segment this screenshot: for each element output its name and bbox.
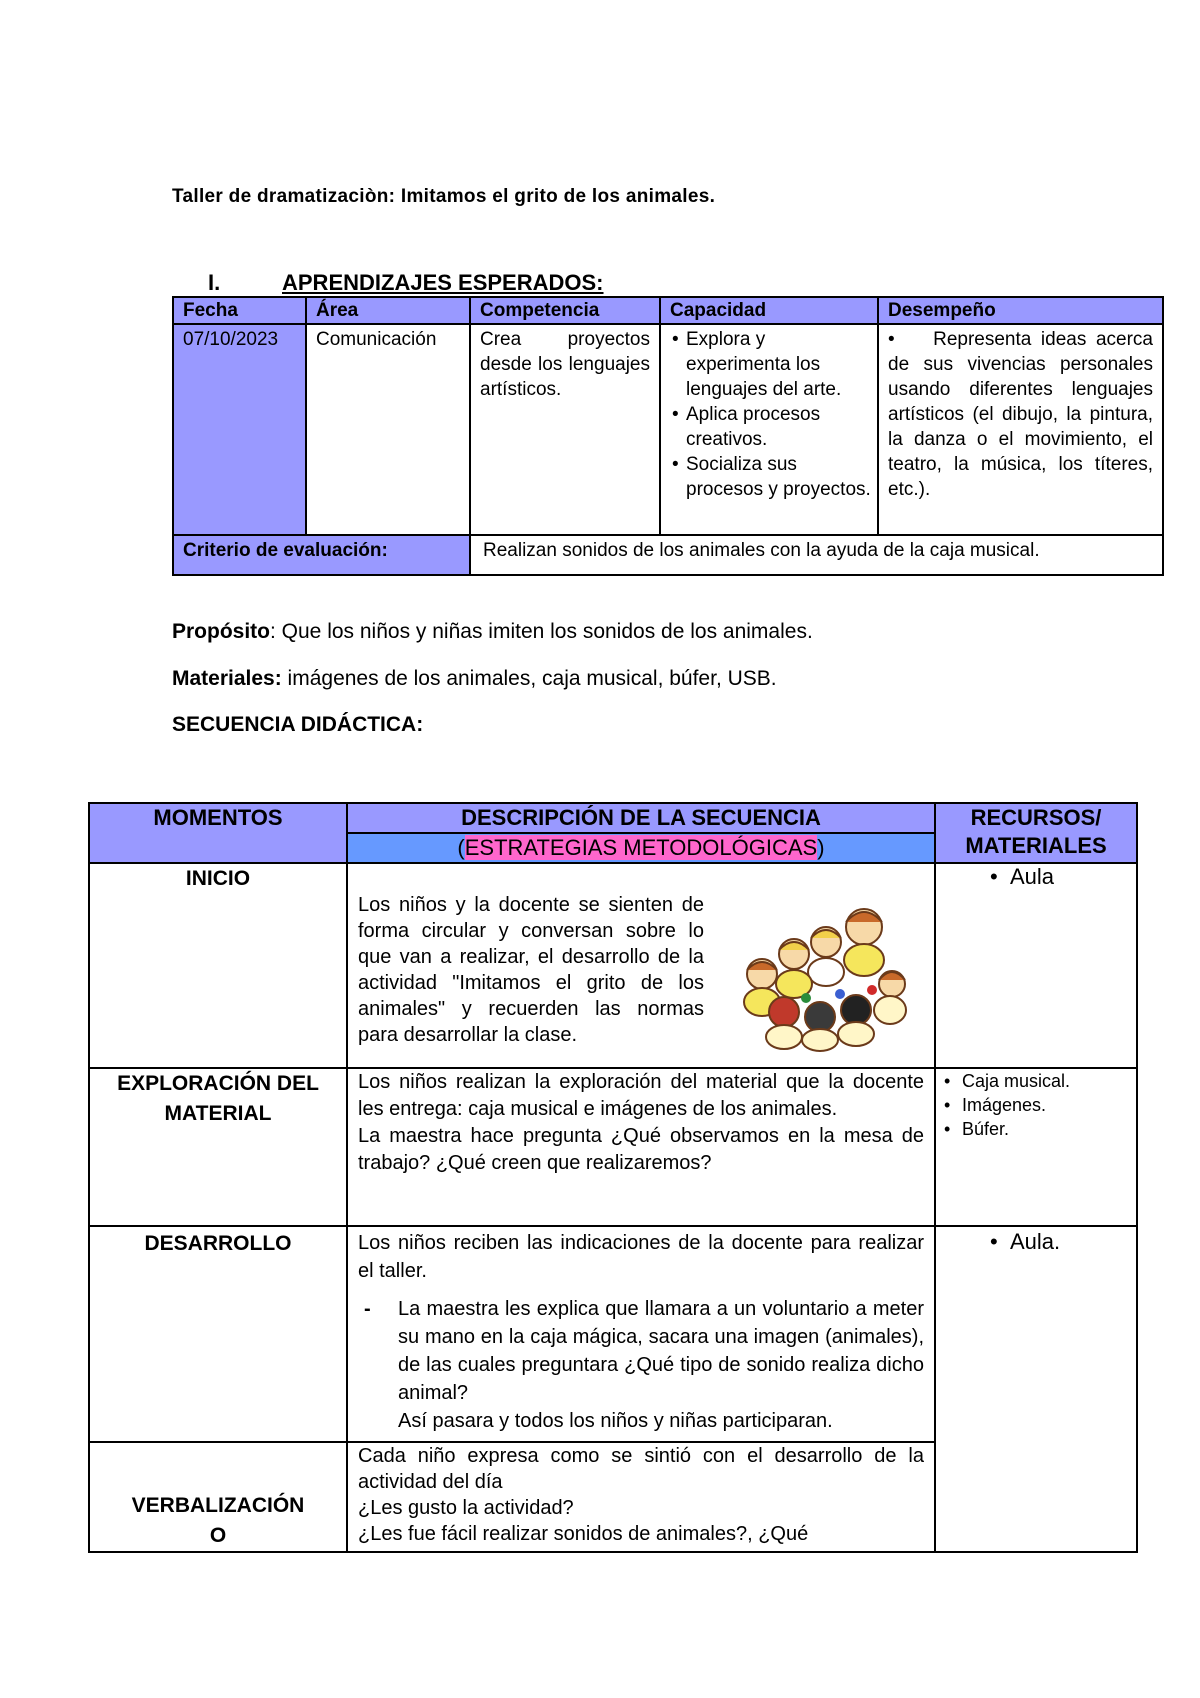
cell-desempeno xyxy=(878,324,1163,535)
verbalizacion-line-1: Cada niño expresa como se sintió con el desarrollo de la actividad del día xyxy=(358,1445,924,1493)
child-body xyxy=(874,996,906,1024)
recursos-desarrollo-list xyxy=(946,1229,1126,1255)
child-head-back xyxy=(841,995,871,1025)
children-circle-illustration xyxy=(732,902,912,1052)
exploracion-text-2: La maestra hace pregunta ¿Qué observamos en la mesa de trabajo? ¿Qué creen que realizaremos? xyxy=(358,1125,924,1174)
recursos-exploracion xyxy=(935,1068,1137,1226)
cell-fecha: 07/10/2023 xyxy=(173,324,306,535)
cell-capacidad xyxy=(660,324,878,535)
header-estrategias xyxy=(347,833,935,863)
momento-desarrollo: DESARROLLO xyxy=(89,1226,347,1442)
header-descripcion: DESCRIPCIÓN DE LA SECUENCIA xyxy=(347,803,935,833)
child-body xyxy=(844,944,884,976)
header-recursos-line1: RECURSOS/ xyxy=(970,805,1102,830)
proposito-paragraph xyxy=(172,620,813,644)
capacidad-item: • Aplica procesos creativos. xyxy=(670,402,873,452)
row-exploracion xyxy=(89,1068,1137,1226)
desarrollo-item-text-2: Así pasara y todos los niños y niñas participaran. xyxy=(398,1410,833,1432)
recurso-item: • Aula xyxy=(946,864,1126,890)
recurso-item: • Imágenes. xyxy=(940,1093,1126,1117)
section-number: I. xyxy=(208,270,221,295)
desempeno-text: Representa ideas acerca de sus vivencias personales usando diferentes lenguajes artísticos (el dibujo, la pintura, la danza o el movimiento, el teatro, la música, los títeres, etc.). xyxy=(888,329,1153,500)
capacidad-item: • Explora y experimenta los lenguajes del arte. xyxy=(670,327,873,402)
proposito-text: : Que los niños y niñas imiten los sonidos de los animales. xyxy=(270,620,813,643)
criterio-label: Criterio de evaluación: xyxy=(173,535,470,575)
section-heading xyxy=(208,270,604,296)
descripcion-desarrollo xyxy=(347,1226,935,1442)
row-inicio xyxy=(89,863,1137,1068)
child-body xyxy=(766,1025,802,1049)
header-recursos xyxy=(935,803,1137,863)
child-body xyxy=(838,1022,874,1046)
estrategias-open: ( xyxy=(457,835,465,860)
aprendizajes-table xyxy=(172,296,1164,576)
secuencia-title: SECUENCIA DIDÁCTICA: xyxy=(172,713,424,736)
descripcion-verbalizacion xyxy=(347,1442,935,1552)
secuencia-table xyxy=(88,802,1138,1553)
materiales-label: Materiales: xyxy=(172,667,282,690)
momento-exploracion-line1: EXPLORACIÓN DEL xyxy=(117,1072,319,1095)
estrategias-close: ) xyxy=(817,835,825,860)
momento-exploracion-line2: MATERIAL xyxy=(164,1102,272,1125)
capacidad-list xyxy=(670,327,873,502)
desempeno-bullet: • xyxy=(888,329,934,350)
header-area: Área xyxy=(306,297,470,324)
recursos-exploracion-list xyxy=(940,1069,1126,1141)
exploracion-text-1: Los niños realizan la exploración del material que la docente les entrega: caja musical e imágenes de los animales. xyxy=(358,1071,924,1120)
aprendizajes-header-row xyxy=(173,297,1163,324)
verbalizacion-line-3: ¿Les fue fácil realizar sonidos de animales?, ¿Qué xyxy=(358,1523,809,1545)
criterio-value: Realizan sonidos de los animales con la ayuda de la caja musical. xyxy=(470,535,1163,575)
verbalizacion-line-2: ¿Les gusto la actividad? xyxy=(358,1497,574,1519)
cell-competencia: Crea proyectos desde los lenguajes artísticos. xyxy=(470,324,660,535)
row-desarrollo xyxy=(89,1226,1137,1442)
cell-area: Comunicación xyxy=(306,324,470,535)
header-momentos-text: MOMENTOS xyxy=(153,805,283,830)
capacidad-item: • Socializa sus procesos y proyectos. xyxy=(670,452,873,502)
header-competencia: Competencia xyxy=(470,297,660,324)
secuencia-header-row xyxy=(89,803,1137,833)
descripcion-exploracion xyxy=(347,1068,935,1226)
momento-inicio: INICIO xyxy=(89,863,347,1068)
page-title: Taller de dramatizaciòn: Imitamos el grito de los animales. xyxy=(172,186,716,207)
momento-verbalizacion-line2: O xyxy=(209,1524,227,1547)
section-heading-text: APRENDIZAJES ESPERADOS: xyxy=(282,270,604,295)
estrategias-highlight: ESTRATEGIAS METODOLÓGICAS xyxy=(464,835,818,860)
header-capacidad: Capacidad xyxy=(660,297,878,324)
child-head-back xyxy=(769,997,799,1027)
aprendizajes-data-row xyxy=(173,324,1163,535)
desarrollo-item xyxy=(358,1295,924,1435)
header-momentos xyxy=(89,803,347,863)
child-head-back xyxy=(805,1002,835,1032)
desarrollo-text-1: Los niños reciben las indicaciones de la docente para realizar el taller. xyxy=(358,1232,924,1282)
header-desempeno: Desempeño xyxy=(878,297,1163,324)
child-body xyxy=(808,958,844,986)
materiales-text: imágenes de los animales, caja musical, búfer, USB. xyxy=(281,667,777,690)
desarrollo-list xyxy=(358,1295,924,1435)
recurso-item: • Caja musical. xyxy=(940,1069,1126,1093)
header-fecha: Fecha xyxy=(173,297,306,324)
descripcion-inicio xyxy=(347,863,935,1068)
proposito-label: Propósito xyxy=(172,620,270,643)
materiales-paragraph xyxy=(172,667,777,691)
recursos-inicio xyxy=(935,863,1137,1068)
recurso-item: • Búfer. xyxy=(940,1117,1126,1141)
desarrollo-item-text: La maestra les explica que llamara a un voluntario a meter su mano en la caja mágica, sacara una imagen (animales), de las cuales preguntara ¿Qué tipo de sonido realiza dicho animal? xyxy=(398,1298,924,1404)
momento-verbalizacion xyxy=(89,1442,347,1552)
recursos-desarrollo xyxy=(935,1226,1137,1552)
momento-verbalizacion-line1: VERBALIZACIÓN xyxy=(131,1494,305,1517)
recursos-inicio-list xyxy=(946,864,1126,890)
header-recursos-line2: MATERIALES xyxy=(965,833,1107,858)
criterio-row xyxy=(173,535,1163,575)
momento-exploracion xyxy=(89,1068,347,1226)
child-body xyxy=(802,1029,838,1051)
recurso-item: • Aula. xyxy=(946,1229,1126,1255)
inicio-text: Los niños y la docente se sienten de forma circular y conversan sobre lo que van a realizar, el desarrollo de la actividad "Imitamos el grito de los animales" y recuerden las normas para desarrollar la clase. xyxy=(358,894,704,1046)
